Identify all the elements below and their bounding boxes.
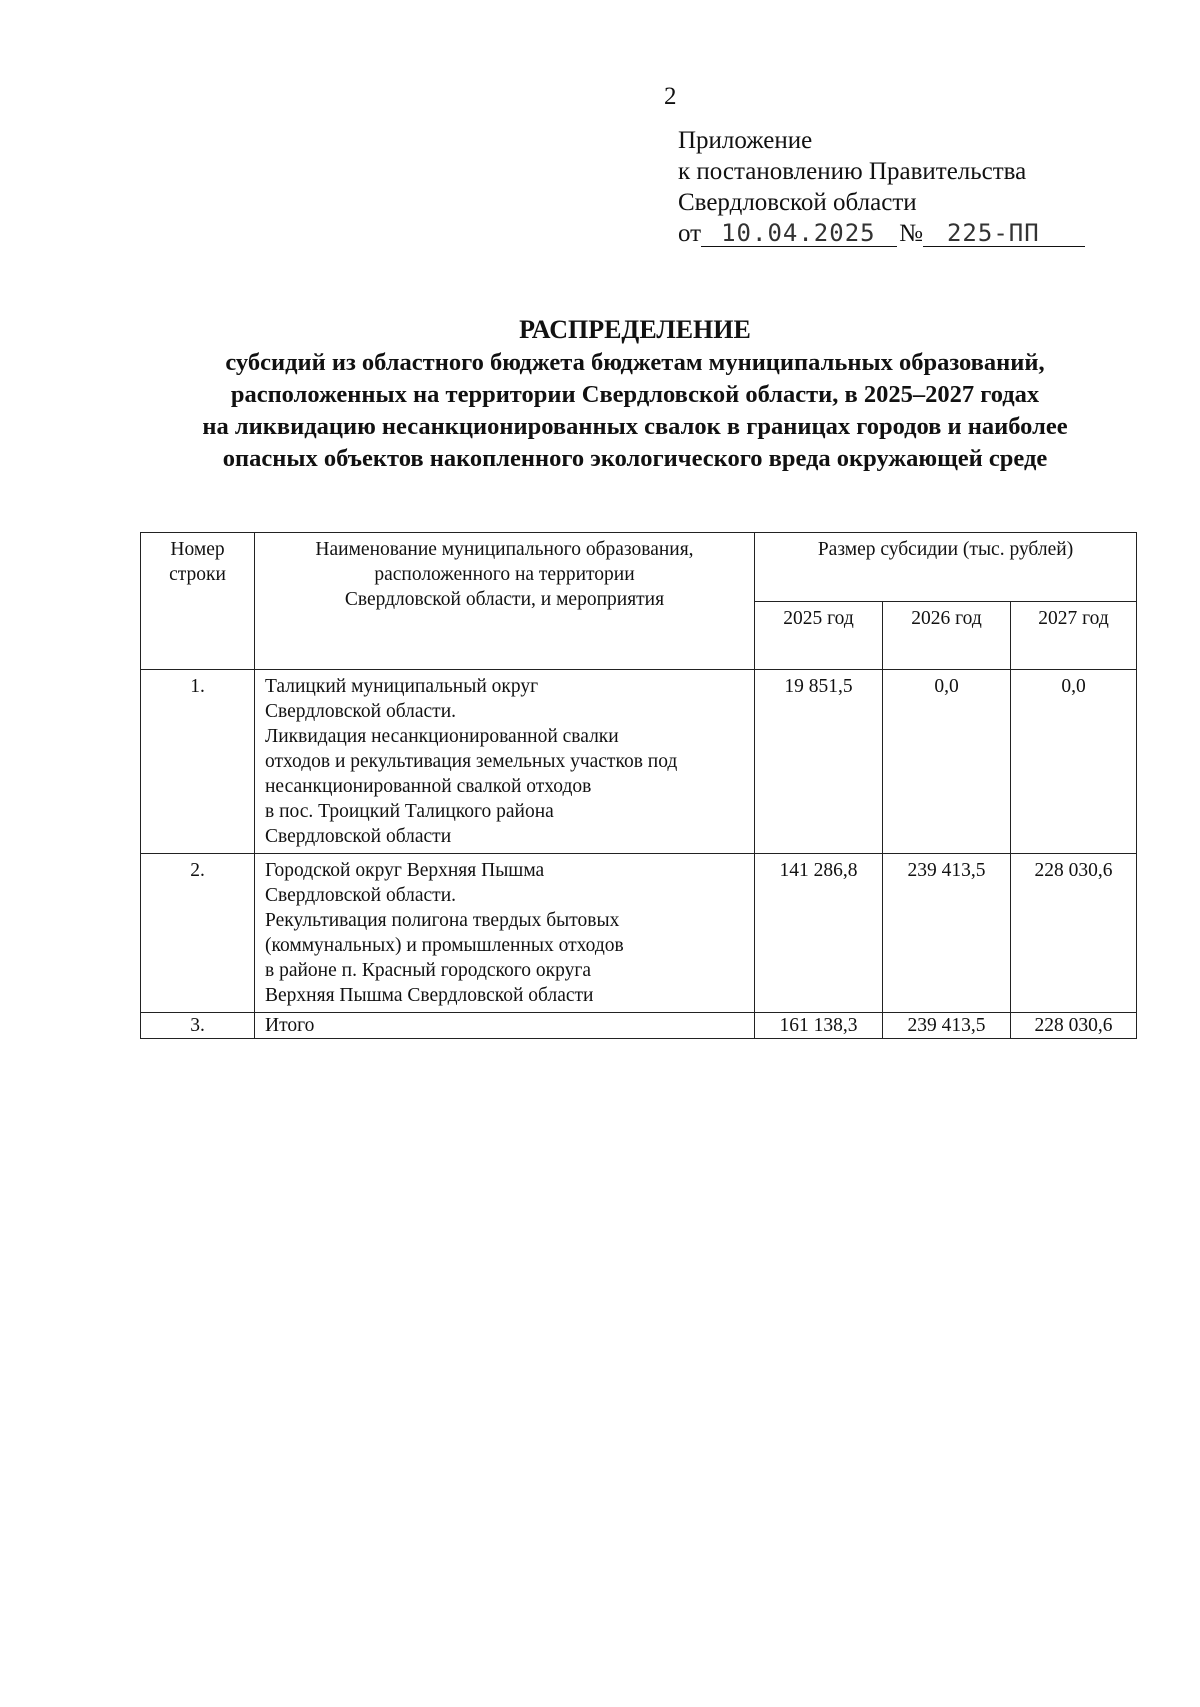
title-line: на ликвидацию несанкционированных свалок в границах городов и наиболее <box>202 413 1068 440</box>
appendix-block <box>678 125 1085 249</box>
total-2026: 239 413,5 <box>883 1013 1011 1039</box>
value-2026: 239 413,5 <box>883 854 1011 1013</box>
number-prefix: № <box>899 220 923 247</box>
value-2027: 0,0 <box>1011 670 1137 854</box>
header-year-2026: 2026 год <box>883 602 1011 670</box>
value-2025: 141 286,8 <box>755 854 883 1013</box>
value-2026: 0,0 <box>883 670 1011 854</box>
header-subsidy-size: Размер субсидии (тыс. рублей) <box>755 533 1137 602</box>
title-line: субсидий из областного бюджета бюджетам муниципальных образований, <box>225 349 1045 376</box>
title-line: опасных объектов накопленного экологического вреда окружающей среде <box>222 445 1048 472</box>
resolution-reference <box>678 218 1085 249</box>
resolution-date: 10.04.2025 <box>701 220 897 247</box>
date-prefix: от <box>678 220 702 247</box>
row-number: 2. <box>141 854 255 1013</box>
appendix-line: Приложение <box>678 127 813 154</box>
page-number: 2 <box>664 83 677 110</box>
table-row-total <box>141 1013 1137 1039</box>
total-2027: 228 030,6 <box>1011 1013 1137 1039</box>
row-number: 3. <box>141 1013 255 1039</box>
appendix-line: к постановлению Правительства <box>678 158 1027 185</box>
subsidy-distribution-table <box>140 532 1137 1039</box>
row-number: 1. <box>141 670 255 854</box>
table-header-row <box>141 533 1137 602</box>
title-heading: РАСПРЕДЕЛЕНИЕ <box>519 315 751 344</box>
table-row <box>141 854 1137 1013</box>
row-name: Городской округ Верхняя Пышма Свердловской области. Рекультивация полигона твердых бытовых (коммунальных) и промышленных отходов в районе п. Красный городского округа Верхняя Пышма Свердловской области <box>255 854 755 1013</box>
value-2025: 19 851,5 <box>755 670 883 854</box>
resolution-number: 225-ПП <box>923 220 1085 247</box>
header-municipality-name: Наименование муниципального образования, расположенного на территории Свердловской области, и мероприятия <box>255 533 755 670</box>
header-year-2025: 2025 год <box>755 602 883 670</box>
appendix-line: Свердловской области <box>678 189 917 216</box>
table-row <box>141 670 1137 854</box>
value-2027: 228 030,6 <box>1011 854 1137 1013</box>
row-name: Талицкий муниципальный округ Свердловской области. Ликвидация несанкционированной свалки отходов и рекультивация земельных участков под несанкционированной свалкой отходов в пос. Троицкий Талицкого района Свердловской области <box>255 670 755 854</box>
row-name: Итого <box>255 1013 755 1039</box>
total-2025: 161 138,3 <box>755 1013 883 1039</box>
title-line: расположенных на территории Свердловской области, в 2025–2027 годах <box>230 381 1040 408</box>
header-year-2027: 2027 год <box>1011 602 1137 670</box>
header-row-number: Номер строки <box>141 533 255 670</box>
document-title <box>120 313 1150 475</box>
